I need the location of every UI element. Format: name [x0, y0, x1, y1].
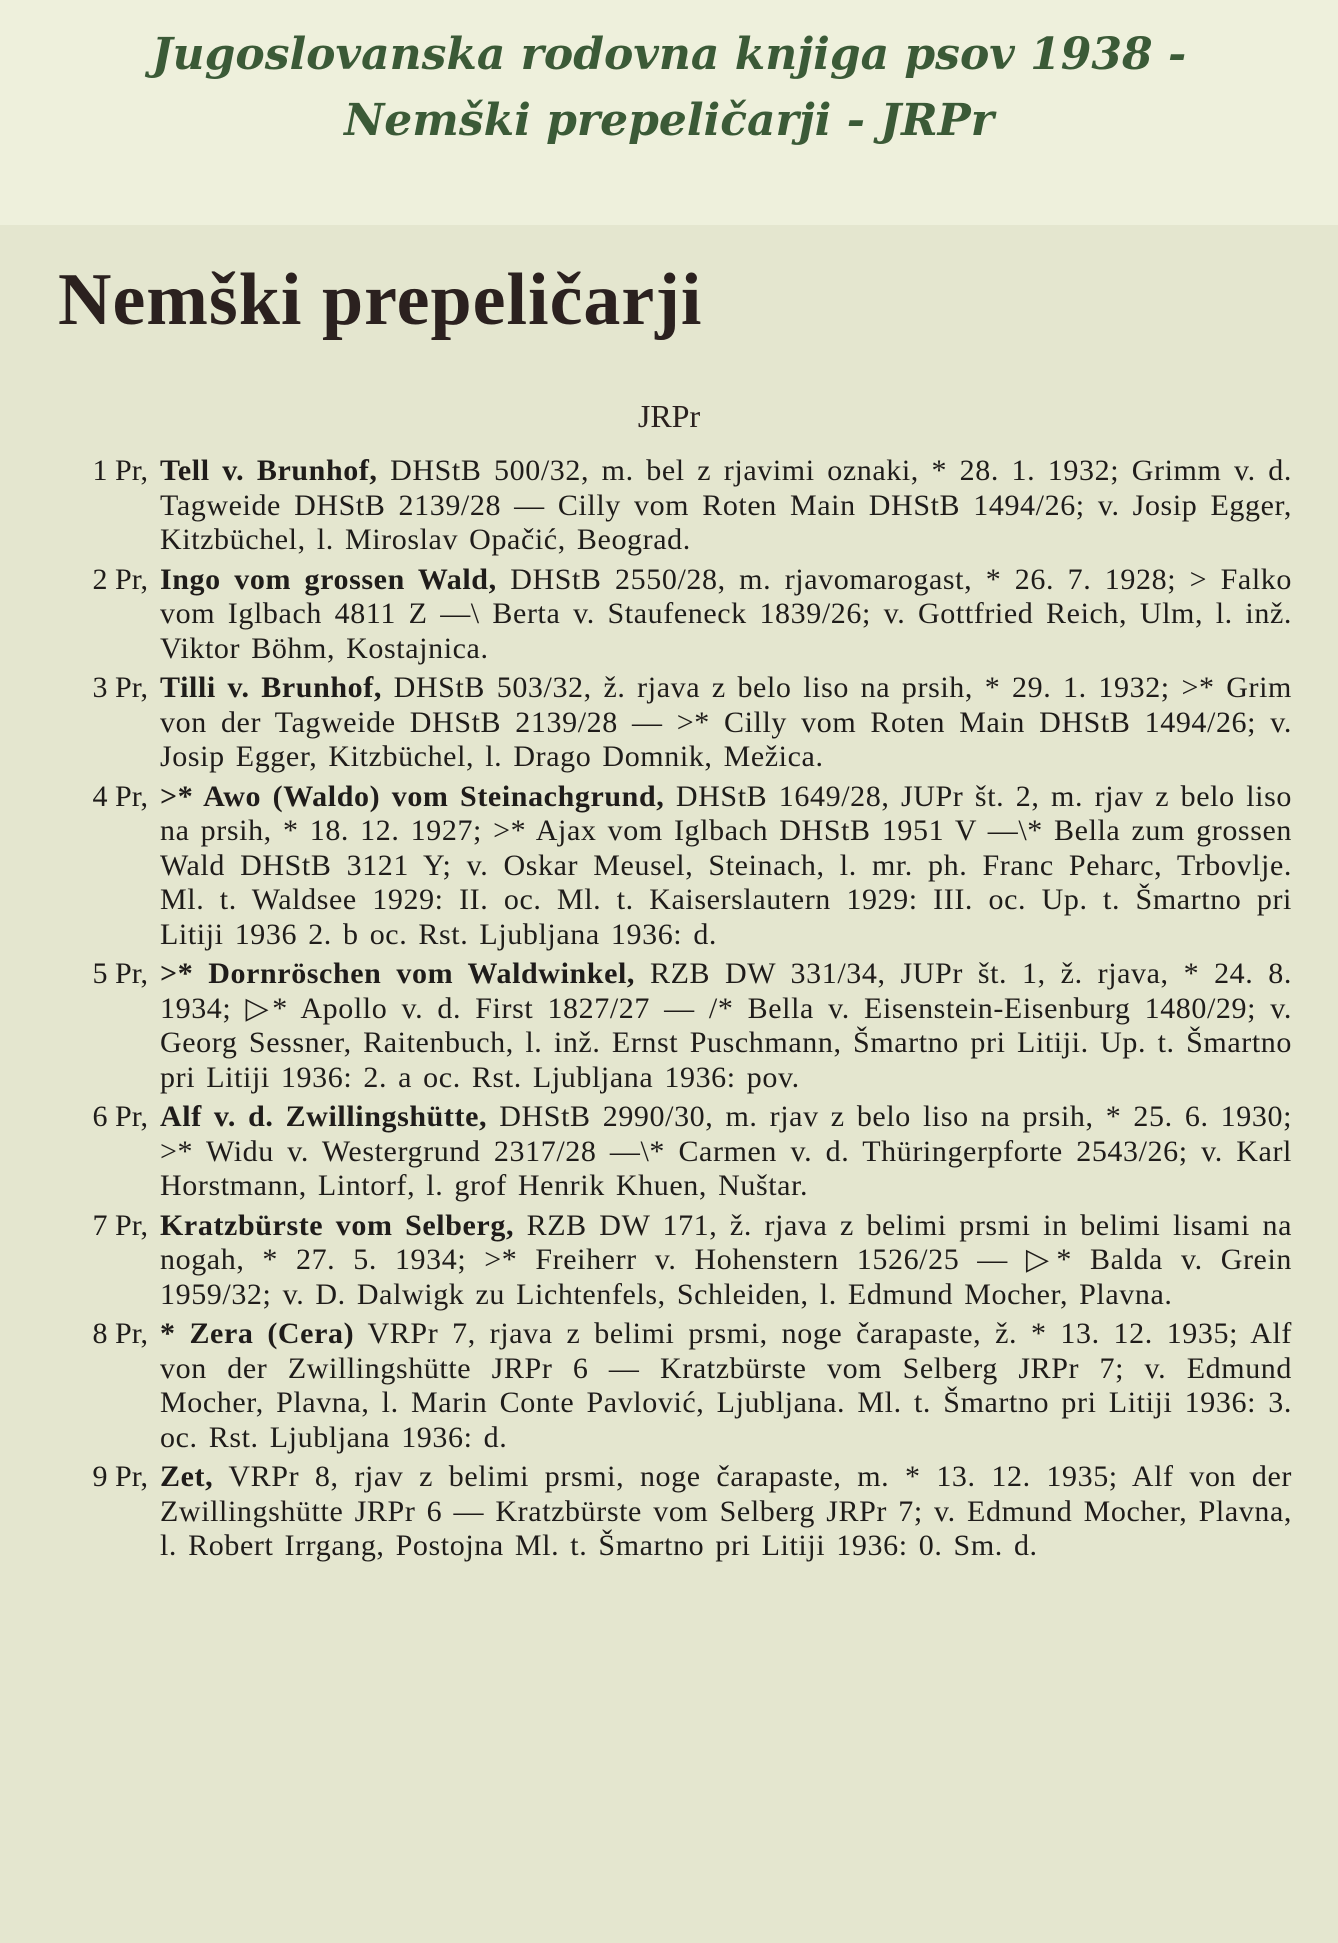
dog-name: Alf v. d. Zwillingshütte,	[160, 1100, 488, 1133]
dog-name: Tell v. Brunhof,	[160, 454, 378, 487]
dog-name: Tilli v. Brunhof,	[160, 671, 382, 704]
page-header	[0, 22, 1338, 154]
entry-text: VRPr 7, rjava z belimi prsmi, noge čarapaste, ž. * 13. 12. 1935; Alf von der Zwillingshütte JRPr 6 — Kratzbürste vom Selberg JRPr 7; v. Edmund Mocher, Plavna, l. Marin Conte Pavlović, Ljubljana. Ml. t. Šmartno pri Litiji 1936: 3. oc. Rst. Ljubljana 1936: d.	[160, 1317, 1293, 1454]
list-item	[52, 1209, 1292, 1313]
entry-text: VRPr 8, rjav z belimi prsmi, noge čarapaste, m. * 13. 12. 1935; Alf von der Zwillingshütte JRPr 6 — Kratzbürste vom Selberg JRPr 7; v. Edmund Mocher, Plavna, l. Robert Irrgang, Postojna Ml. t. Šmartno pri Litiji 1936: 0. Sm. d.	[160, 1460, 1293, 1562]
entry-body	[160, 1460, 1292, 1564]
entry-number: 7 Pr,	[92, 1208, 148, 1242]
dog-name: * Zera (Cera)	[160, 1317, 355, 1350]
entry-body	[160, 563, 1292, 667]
section-subtitle: JRPr	[637, 398, 701, 434]
entry-text: RZB DW 171, ž. rjava z belimi prsmi in belimi lisami na nogah, * 27. 5. 1934; >* Freiherr v. Hohenstern 1526/25 — ▷* Balda v. Grein 1959/32; v. D. Dalwigk zu Lichtenfels, Schleiden, l. Edmund Mocher, Plavna.	[160, 1208, 1292, 1311]
entry-text: DHStB 2990/30, m. rjav z belo liso na prsih, * 25. 6. 1930; >* Widu v. Westergrund 2317/28 —\* Carmen v. d. Thüringerpforte 2543/26; v. Karl Horstmann, Lintorf, l. grof Henrik Khuen, Nuštar.	[160, 1100, 1293, 1202]
list-item	[52, 957, 1292, 1095]
entry-number: 6 Pr,	[92, 1100, 148, 1133]
entry-body	[160, 1100, 1292, 1204]
dog-name: Ingo vom grossen Wald,	[160, 562, 497, 596]
entry-body	[160, 1317, 1292, 1455]
entry-text: RZB DW 331/34, JUPr št. 1, ž. rjava, * 24. 8. 1934; ▷* Apollo v. d. First 1827/27 — /* Bella v. Eisenstein-Eisenburg 1480/29; v. Georg Sessner, Raitenbuch, l. inž. Ernst Puschmann, Šmartno pri Litiji. Up. t. Šmartno pri Litiji 1936: 2. a oc. Rst. Ljubljana 1936: pov.	[160, 957, 1292, 1094]
entry-body	[160, 957, 1292, 1095]
entry-text: DHStB 1649/28, JUPr št. 2, m. rjav z belo liso na prsih, * 18. 12. 1927; >* Ajax vom Iglbach DHStB 1951 V —\* Bella zum grossen Wald DHStB 3121 Y; v. Oskar Meusel, Steinach, l. mr. ph. Franc Peharc, Trbovlje. Ml. t. Waldsee 1929: II. oc. Ml. t. Kaiserslautern 1929: III. oc. Up. t. Šmartno pri Litiji 1936 2. b oc. Rst. Ljubljana 1936: d.	[160, 779, 1292, 951]
list-item	[52, 454, 1292, 558]
entry-number: 5 Pr,	[92, 957, 148, 990]
list-item	[52, 1317, 1292, 1455]
list-item	[52, 780, 1292, 953]
header-line-2: Nemški prepeličarji - JRPr	[344, 95, 994, 146]
dog-name: >* Dornröschen vom Waldwinkel,	[160, 957, 636, 990]
entry-text: DHStB 2550/28, m. rjavomarogast, * 26. 7. 1928; > Falko vom Iglbach 4811 Z —\ Berta v. Staufeneck 1839/26; v. Gottfried Reich, Ulm, l. inž. Viktor Böhm, Kostajnica.	[160, 562, 1292, 665]
entry-body	[160, 780, 1292, 953]
header-line-1: Jugoslovanska rodovna knjiga psov 1938 -	[151, 29, 1187, 80]
list-item	[52, 671, 1292, 775]
dog-name: Zet,	[160, 1460, 214, 1493]
entry-body	[160, 671, 1292, 775]
entry-body	[160, 454, 1292, 558]
entry-number: 8 Pr,	[92, 1317, 148, 1350]
entry-body	[160, 1209, 1292, 1313]
section-title: Nemški prepeličarji	[58, 259, 703, 341]
dog-name: Kratzbürste vom Selberg,	[160, 1208, 515, 1242]
entry-number: 1 Pr,	[92, 454, 148, 487]
entry-list	[52, 454, 1292, 1569]
entry-number: 4 Pr,	[92, 779, 148, 813]
entry-text: DHStB 503/32, ž. rjava z belo liso na prsih, * 29. 1. 1932; >* Grim von der Tagweide DHStB 2139/28 — >* Cilly vom Roten Main DHStB 1494/26; v. Josip Egger, Kitzbüchel, l. Drago Domnik, Mežica.	[160, 671, 1292, 773]
entry-number: 2 Pr,	[92, 562, 148, 596]
list-item	[52, 563, 1292, 667]
entry-text: DHStB 500/32, m. bel z rjavimi oznaki, * 28. 1. 1932; Grimm v. d. Tagweide DHStB 2139/28 — Cilly vom Roten Main DHStB 1494/26; v. Josip Egger, Kitzbüchel, l. Miroslav Opačić, Beograd.	[160, 454, 1292, 556]
dog-name: >* Awo (Waldo) vom Steinachgrund,	[160, 779, 665, 813]
entry-number: 9 Pr,	[92, 1460, 148, 1493]
entry-number: 3 Pr,	[92, 671, 148, 704]
list-item	[52, 1460, 1292, 1564]
list-item	[52, 1100, 1292, 1204]
